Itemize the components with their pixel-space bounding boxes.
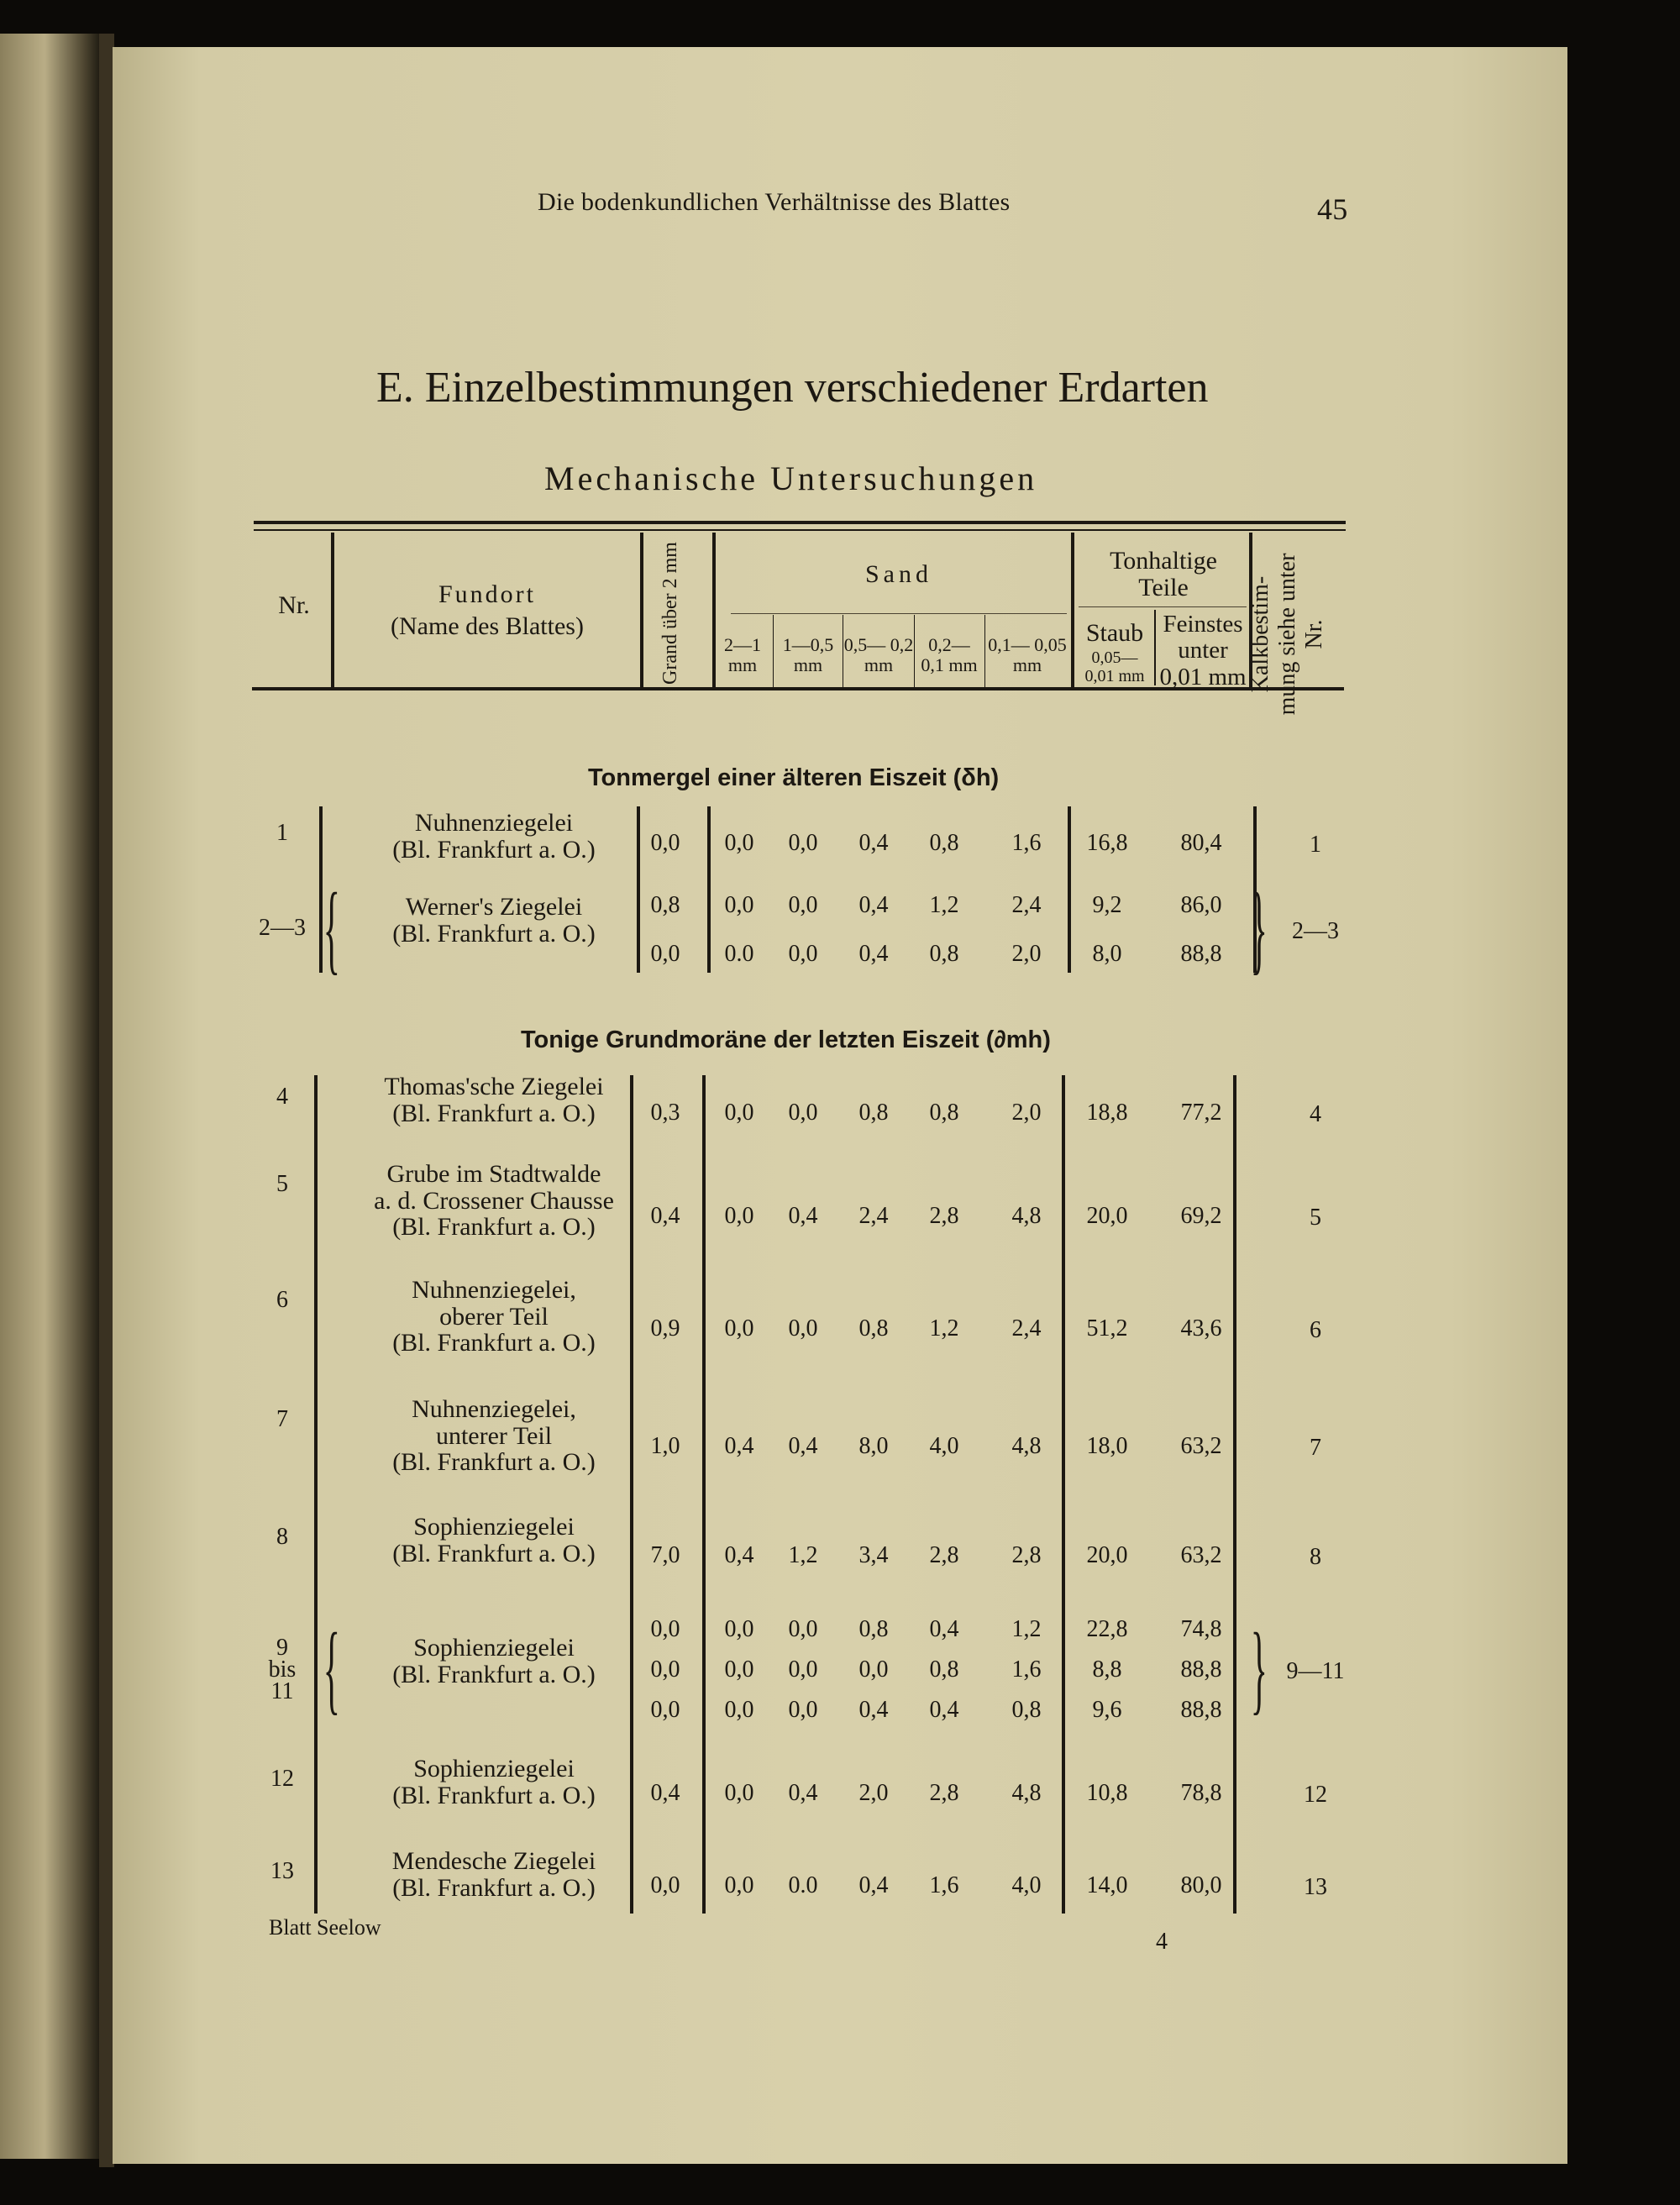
value-cell: 0,0 bbox=[788, 892, 818, 918]
value-cell: 0,4 bbox=[858, 892, 889, 918]
fundort-cell bbox=[334, 1635, 654, 1688]
brace-right: } bbox=[1250, 1612, 1268, 1724]
value-cell: 51,2 bbox=[1086, 1315, 1128, 1341]
value-cell: 77,2 bbox=[1180, 1100, 1222, 1126]
kalk-ref: 13 bbox=[1304, 1874, 1327, 1900]
footer-sheet-name: Blatt Seelow bbox=[269, 1915, 381, 1940]
ton-subrule bbox=[1079, 606, 1247, 607]
sand-col-1-05: 1—0,5 mm bbox=[782, 634, 834, 676]
value-cell: 80,4 bbox=[1180, 830, 1222, 856]
value-cell: 1,2 bbox=[929, 892, 959, 918]
value-cell: 1,2 bbox=[929, 1315, 959, 1341]
ton-subsep bbox=[1154, 610, 1156, 685]
value-cell: 88,8 bbox=[1180, 1656, 1222, 1683]
fundort-line: (Bl. Frankfurt a. O.) bbox=[392, 1329, 596, 1357]
value-cell: 0,8 bbox=[929, 1656, 959, 1683]
row-number: 12 bbox=[270, 1766, 294, 1792]
value-cell: 0,8 bbox=[858, 1315, 889, 1341]
value-cell: 0,4 bbox=[858, 830, 889, 856]
header-sep-sand bbox=[1071, 533, 1074, 687]
fundort-line: (Bl. Frankfurt a. O.) bbox=[392, 919, 596, 948]
value-cell: 88,8 bbox=[1180, 1697, 1222, 1723]
column-rule bbox=[319, 806, 323, 973]
value-cell: 2,4 bbox=[1011, 892, 1042, 918]
header-sep-nr bbox=[331, 533, 334, 687]
row-number: bis bbox=[268, 1656, 297, 1683]
section-title-grundmoraene: Tonige Grundmoräne der letzten Eiszeit (∂mh) bbox=[521, 1026, 1051, 1053]
fundort-line: (Bl. Frankfurt a. O.) bbox=[392, 1781, 596, 1809]
fundort-line: unterer Teil bbox=[435, 1421, 553, 1450]
fundort-line: (Bl. Frankfurt a. O.) bbox=[392, 1213, 596, 1241]
value-cell: 0,0 bbox=[724, 1203, 754, 1229]
row-number: 5 bbox=[276, 1171, 288, 1197]
fundort-line: (Bl. Frankfurt a. O.) bbox=[392, 1099, 596, 1127]
fundort-cell bbox=[334, 1848, 654, 1901]
value-cell: 4,0 bbox=[1011, 1872, 1042, 1898]
value-cell: 0,4 bbox=[650, 1780, 680, 1806]
value-cell: 0,4 bbox=[858, 1872, 889, 1898]
col-sand-header: Sand bbox=[865, 560, 932, 588]
value-cell: 0,0 bbox=[724, 1872, 754, 1898]
value-cell: 0,8 bbox=[1011, 1697, 1042, 1723]
value-cell: 4,8 bbox=[1011, 1433, 1042, 1459]
page-subtitle: Mechanische Untersuchungen bbox=[544, 459, 1038, 497]
value-cell: 0,4 bbox=[858, 1697, 889, 1723]
kalk-ref: 8 bbox=[1310, 1544, 1321, 1570]
page-number: 45 bbox=[1317, 192, 1348, 226]
row-number: 4 bbox=[276, 1084, 288, 1110]
col-fundort-sub: (Name des Blattes) bbox=[391, 612, 584, 640]
value-cell: 0,8 bbox=[929, 941, 959, 967]
brace-left: { bbox=[323, 872, 340, 984]
col-fundort-header: Fundort bbox=[438, 580, 536, 608]
col-nr-header: Nr. bbox=[278, 591, 310, 619]
kalk-ref: 9—11 bbox=[1286, 1658, 1345, 1684]
kalk-ref: 6 bbox=[1310, 1317, 1321, 1343]
value-cell: 8,0 bbox=[858, 1433, 889, 1459]
value-cell: 0,8 bbox=[650, 892, 680, 918]
value-cell: 22,8 bbox=[1086, 1616, 1128, 1642]
row-number: 8 bbox=[276, 1524, 288, 1550]
header-sep-fundort bbox=[640, 533, 643, 687]
value-cell: 0,3 bbox=[650, 1100, 680, 1126]
col-staub-sub: 0,05— 0,01 mm bbox=[1084, 648, 1145, 685]
value-cell: 0,0 bbox=[650, 830, 680, 856]
value-cell: 0,0 bbox=[650, 1697, 680, 1723]
value-cell: 0,0 bbox=[724, 892, 754, 918]
fundort-line: Werner's Ziegelei bbox=[405, 893, 583, 921]
row-number: 9 bbox=[276, 1635, 288, 1661]
kalk-ref: 1 bbox=[1310, 832, 1321, 858]
row-number: 11 bbox=[270, 1678, 294, 1704]
value-cell: 0.0 bbox=[788, 1872, 818, 1898]
value-cell: 2,8 bbox=[929, 1542, 959, 1568]
value-cell: 2,4 bbox=[858, 1203, 889, 1229]
col-tonhaltige-header: Tonhaltige Teile bbox=[1110, 547, 1217, 602]
value-cell: 20,0 bbox=[1086, 1203, 1128, 1229]
fundort-line: Sophienziegelei bbox=[413, 1755, 575, 1782]
value-cell: 9,2 bbox=[1092, 892, 1122, 918]
value-cell: 0,4 bbox=[724, 1542, 754, 1568]
value-cell: 0,0 bbox=[650, 1616, 680, 1642]
value-cell: 1,0 bbox=[650, 1433, 680, 1459]
kalk-ref: 5 bbox=[1310, 1205, 1321, 1231]
value-cell: 0,0 bbox=[724, 1616, 754, 1642]
value-cell: 69,2 bbox=[1180, 1203, 1222, 1229]
sand-col-05-02: 0,5— 0,2 mm bbox=[843, 634, 914, 676]
page-title: E. Einzelbestimmungen verschiedener Erdarten bbox=[376, 364, 1209, 412]
fundort-line: oberer Teil bbox=[439, 1302, 549, 1331]
running-head: Die bodenkundlichen Verhältnisse des Blattes bbox=[538, 188, 1011, 216]
sand-subrule bbox=[731, 613, 1067, 614]
value-cell: 7,0 bbox=[650, 1542, 680, 1568]
fundort-line: Mendesche Ziegelei bbox=[391, 1847, 596, 1875]
value-cell: 63,2 bbox=[1180, 1542, 1222, 1568]
value-cell: 1,2 bbox=[1011, 1616, 1042, 1642]
value-cell: 18,8 bbox=[1086, 1100, 1128, 1126]
kalk-ref: 4 bbox=[1310, 1101, 1321, 1127]
value-cell: 2,4 bbox=[1011, 1315, 1042, 1341]
value-cell: 0,4 bbox=[724, 1433, 754, 1459]
value-cell: 0,8 bbox=[858, 1616, 889, 1642]
col-staub-header: Staub bbox=[1085, 619, 1144, 647]
value-cell: 0,0 bbox=[724, 1656, 754, 1683]
value-cell: 8,8 bbox=[1092, 1656, 1122, 1683]
value-cell: 1,6 bbox=[1011, 1656, 1042, 1683]
fundort-cell bbox=[334, 1074, 654, 1126]
fundort-cell bbox=[334, 1161, 654, 1241]
value-cell: 0,4 bbox=[929, 1616, 959, 1642]
value-cell: 43,6 bbox=[1180, 1315, 1222, 1341]
fundort-line: Nuhnenziegelei, bbox=[412, 1395, 576, 1423]
value-cell: 2,0 bbox=[858, 1780, 889, 1806]
fundort-cell bbox=[334, 1514, 654, 1567]
row-number: 6 bbox=[276, 1287, 288, 1313]
value-cell: 80,0 bbox=[1180, 1872, 1222, 1898]
fundort-cell bbox=[334, 1277, 654, 1357]
value-cell: 0,0 bbox=[788, 941, 818, 967]
value-cell: 1,6 bbox=[929, 1872, 959, 1898]
value-cell: 2,0 bbox=[1011, 941, 1042, 967]
value-cell: 0,4 bbox=[788, 1203, 818, 1229]
kalk-ref: 2—3 bbox=[1292, 918, 1339, 944]
value-cell: 18,0 bbox=[1086, 1433, 1128, 1459]
value-cell: 10,8 bbox=[1086, 1780, 1128, 1806]
row-number: 1 bbox=[276, 820, 288, 846]
value-cell: 0,9 bbox=[650, 1315, 680, 1341]
fundort-line: a. d. Crossener Chausse bbox=[374, 1186, 614, 1215]
value-cell: 0,0 bbox=[788, 1315, 818, 1341]
value-cell: 0,0 bbox=[724, 1780, 754, 1806]
value-cell: 0,0 bbox=[858, 1656, 889, 1683]
fundort-line: (Bl. Frankfurt a. O.) bbox=[392, 1873, 596, 1902]
footer-signature: 4 bbox=[1156, 1929, 1168, 1955]
value-cell: 0,4 bbox=[929, 1697, 959, 1723]
sand-subsep-1 bbox=[773, 615, 774, 687]
fundort-line: Sophienziegelei bbox=[413, 1634, 575, 1662]
fundort-line: Nuhnenziegelei, bbox=[412, 1276, 576, 1304]
value-cell: 86,0 bbox=[1180, 892, 1222, 918]
fundort-line: Nuhnenziegelei bbox=[414, 809, 574, 837]
brace-right: } bbox=[1250, 872, 1268, 984]
value-cell: 0,0 bbox=[788, 1656, 818, 1683]
value-cell: 3,4 bbox=[858, 1542, 889, 1568]
fundort-cell bbox=[334, 1756, 654, 1809]
value-cell: 0,4 bbox=[858, 941, 889, 967]
fundort-line: (Bl. Frankfurt a. O.) bbox=[392, 1660, 596, 1688]
value-cell: 0.0 bbox=[724, 941, 754, 967]
fundort-line: Thomas'sche Ziegelei bbox=[384, 1073, 604, 1100]
value-cell: 2,0 bbox=[1011, 1100, 1042, 1126]
value-cell: 0,0 bbox=[724, 1315, 754, 1341]
fundort-line: (Bl. Frankfurt a. O.) bbox=[392, 835, 596, 864]
sand-col-02-01: 0,2— 0,1 mm bbox=[921, 634, 978, 676]
value-cell: 14,0 bbox=[1086, 1872, 1128, 1898]
value-cell: 0,8 bbox=[858, 1100, 889, 1126]
value-cell: 0,0 bbox=[724, 1697, 754, 1723]
value-cell: 2,8 bbox=[929, 1780, 959, 1806]
value-cell: 0,0 bbox=[650, 941, 680, 967]
value-cell: 2,8 bbox=[1011, 1542, 1042, 1568]
value-cell: 0,4 bbox=[788, 1433, 818, 1459]
sand-col-2-1: 2—1 mm bbox=[724, 634, 761, 676]
value-cell: 0,0 bbox=[650, 1872, 680, 1898]
fundort-cell bbox=[334, 810, 654, 863]
fundort-line: Grube im Stadtwalde bbox=[386, 1160, 601, 1188]
col-grand-header: Grand über 2 mm bbox=[659, 542, 681, 685]
value-cell: 4,8 bbox=[1011, 1203, 1042, 1229]
row-number: 2—3 bbox=[259, 915, 306, 941]
kalk-ref: 12 bbox=[1304, 1782, 1327, 1808]
value-cell: 0,0 bbox=[788, 1616, 818, 1642]
value-cell: 0,0 bbox=[788, 1697, 818, 1723]
value-cell: 8,0 bbox=[1092, 941, 1122, 967]
value-cell: 1,6 bbox=[1011, 830, 1042, 856]
fundort-cell bbox=[334, 1396, 654, 1476]
value-cell: 1,2 bbox=[788, 1542, 818, 1568]
value-cell: 74,8 bbox=[1180, 1616, 1222, 1642]
value-cell: 4,8 bbox=[1011, 1780, 1042, 1806]
facing-page-edge bbox=[0, 34, 99, 2159]
value-cell: 0,4 bbox=[650, 1203, 680, 1229]
value-cell: 2,8 bbox=[929, 1203, 959, 1229]
value-cell: 0,0 bbox=[788, 830, 818, 856]
value-cell: 0,8 bbox=[929, 830, 959, 856]
value-cell: 0,0 bbox=[724, 830, 754, 856]
value-cell: 9,6 bbox=[1092, 1697, 1122, 1723]
fundort-line: (Bl. Frankfurt a. O.) bbox=[392, 1448, 596, 1476]
section-title-tonmergel: Tonmergel einer älteren Eiszeit (δh) bbox=[588, 764, 1000, 791]
value-cell: 88,8 bbox=[1180, 941, 1222, 967]
sand-col-01-005: 0,1— 0,05 mm bbox=[988, 634, 1067, 676]
value-cell: 0,8 bbox=[929, 1100, 959, 1126]
value-cell: 0,0 bbox=[724, 1100, 754, 1126]
col-feinstes-header: Feinstes unter 0,01 mm bbox=[1159, 611, 1247, 690]
value-cell: 78,8 bbox=[1180, 1780, 1222, 1806]
value-cell: 63,2 bbox=[1180, 1433, 1222, 1459]
value-cell: 4,0 bbox=[929, 1433, 959, 1459]
fundort-line: Sophienziegelei bbox=[413, 1513, 575, 1541]
brace-left: { bbox=[323, 1612, 340, 1724]
header-top-rule bbox=[254, 521, 1346, 524]
row-number: 7 bbox=[276, 1406, 288, 1432]
row-number: 13 bbox=[270, 1858, 294, 1884]
fundort-cell bbox=[334, 894, 654, 947]
value-cell: 0,0 bbox=[650, 1656, 680, 1683]
value-cell: 0,4 bbox=[788, 1780, 818, 1806]
value-cell: 16,8 bbox=[1086, 830, 1128, 856]
value-cell: 0,0 bbox=[788, 1100, 818, 1126]
value-cell: 20,0 bbox=[1086, 1542, 1128, 1568]
col-kalk-header: Kalkbestim- mung siehe unter Nr. bbox=[1247, 553, 1328, 716]
kalk-ref: 7 bbox=[1310, 1435, 1321, 1461]
header-top-rule-thin bbox=[254, 529, 1346, 531]
fundort-line: (Bl. Frankfurt a. O.) bbox=[392, 1539, 596, 1567]
